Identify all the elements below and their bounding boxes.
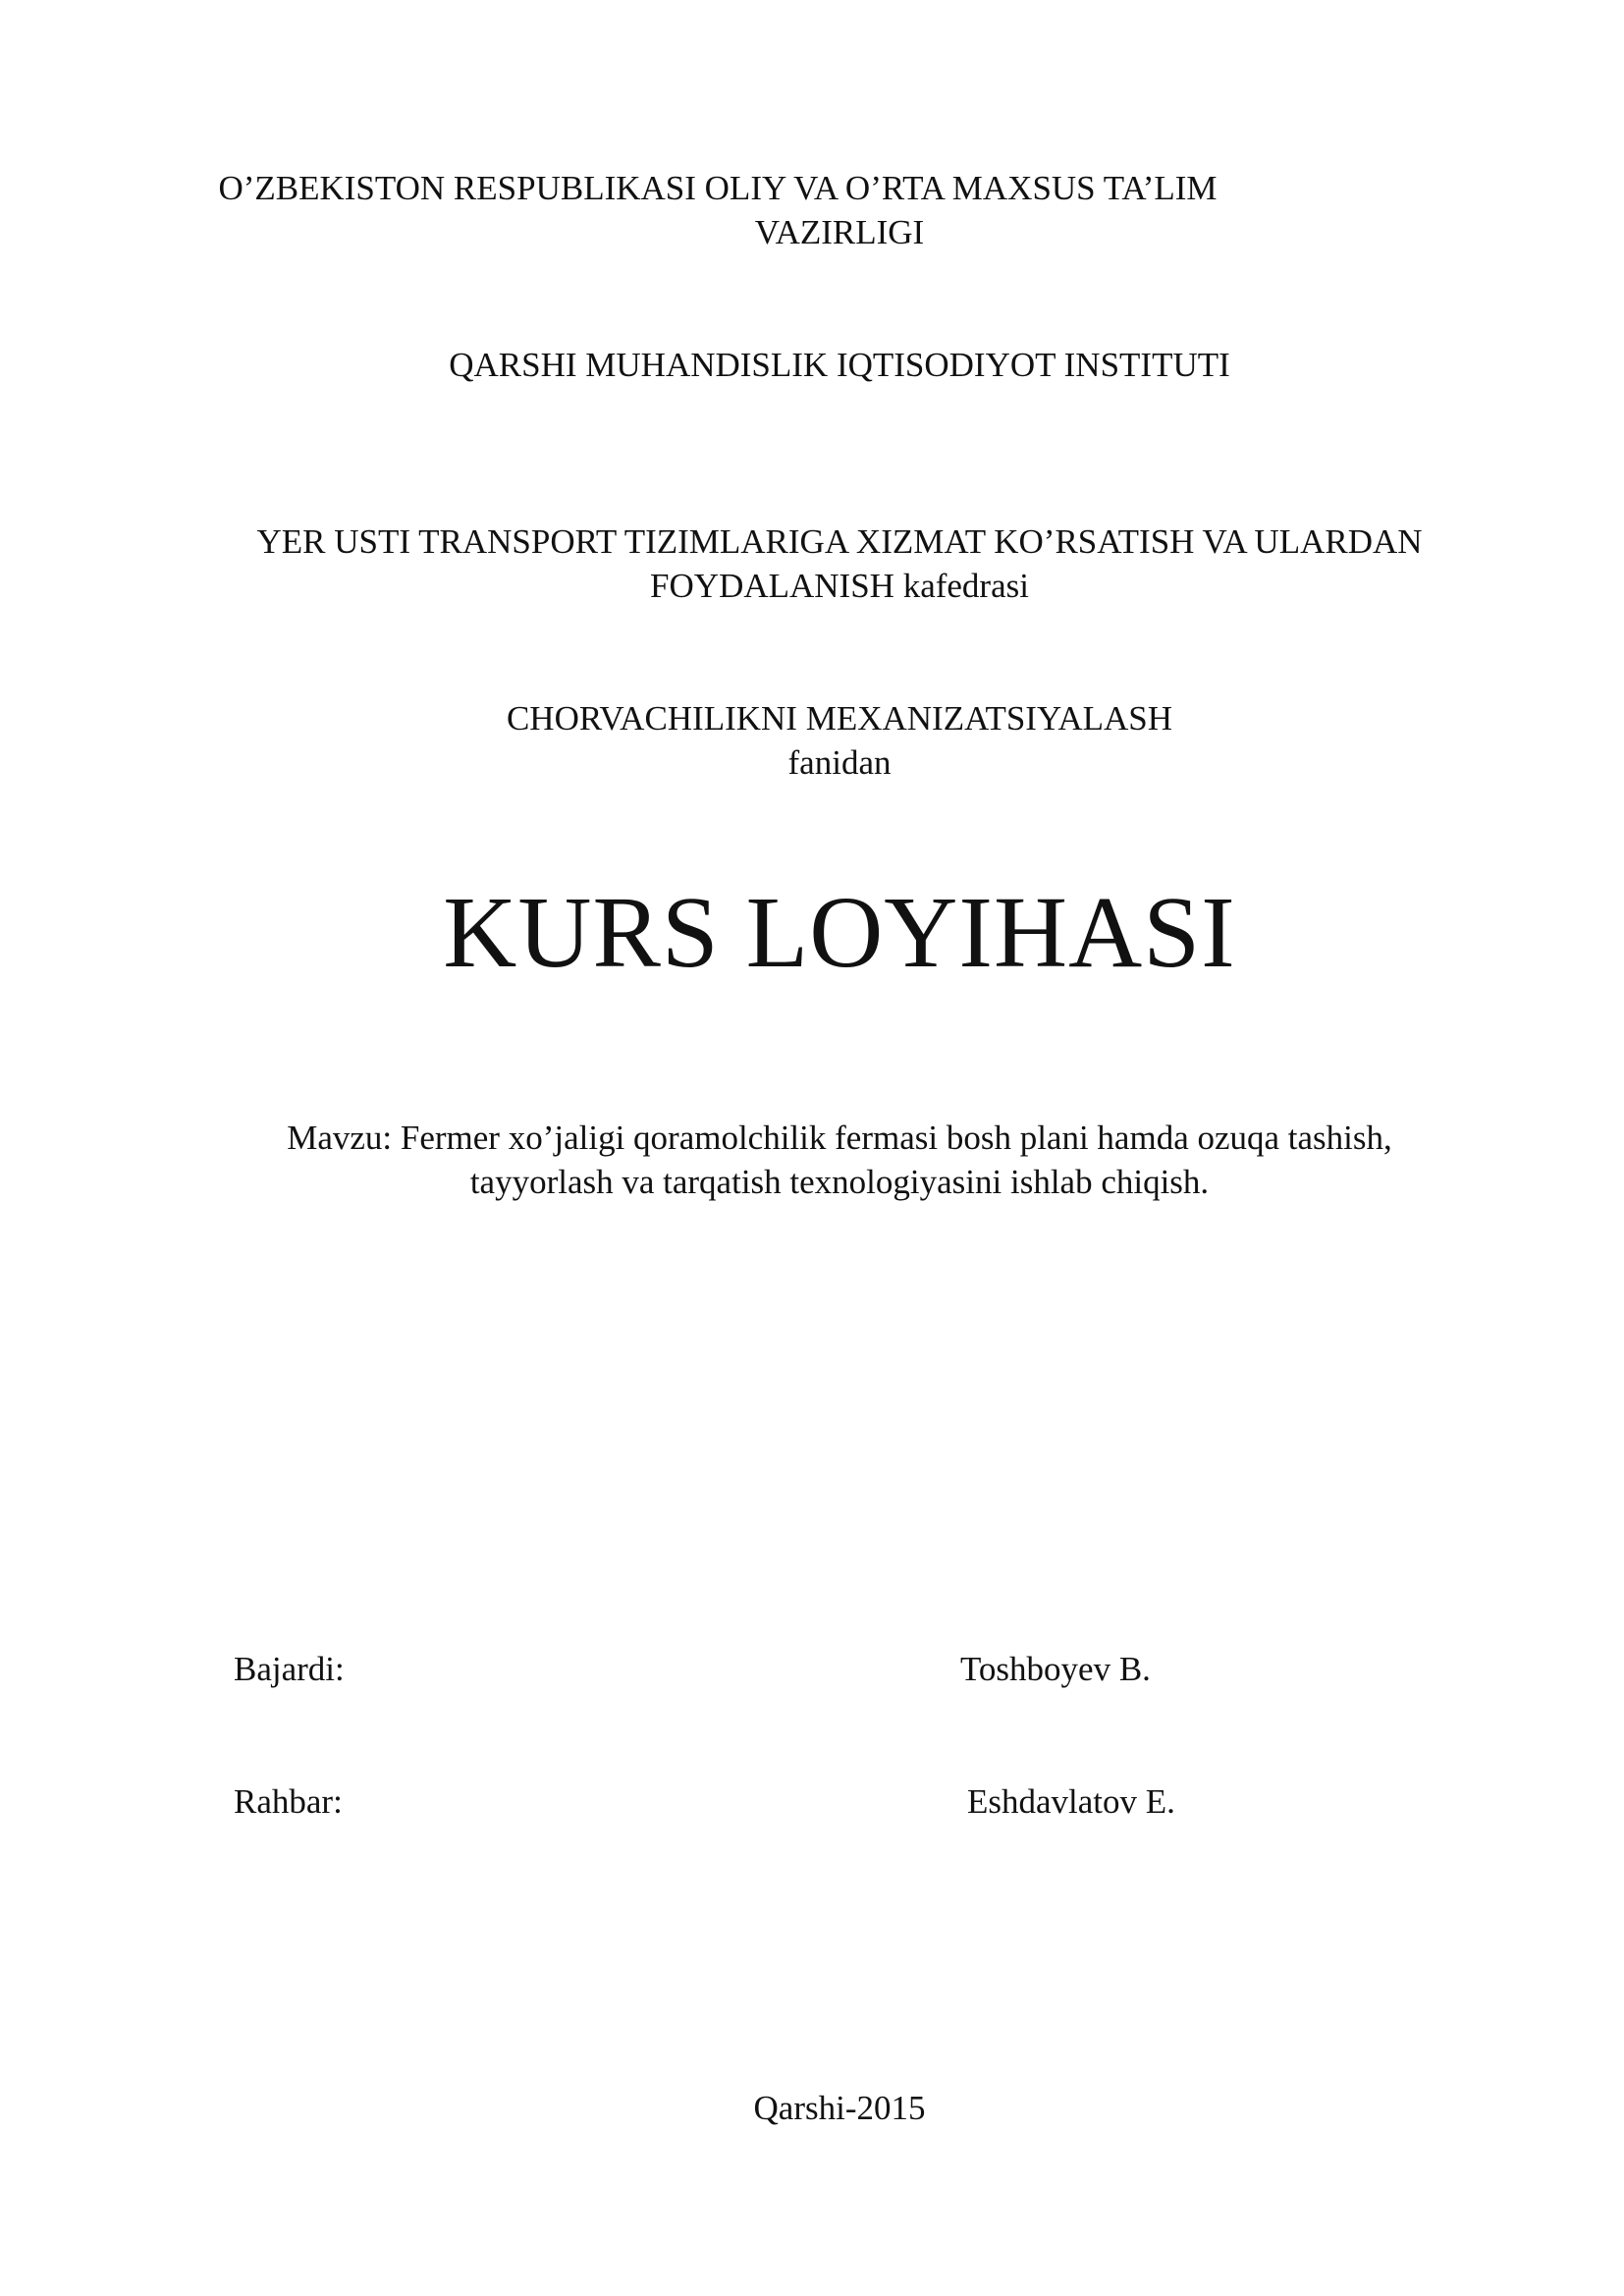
subject-name: CHORVACHILIKNI MEXANIZATSIYALASH bbox=[506, 699, 1173, 738]
subject-suffix: fanidan bbox=[787, 743, 892, 782]
document-title: KURS LOYIHASI bbox=[443, 876, 1236, 989]
performed-by-name: Toshboyev B. bbox=[960, 1650, 1151, 1688]
city-year: Qarshi-2015 bbox=[753, 2089, 926, 2127]
ministry-line-2: VAZIRLIGI bbox=[754, 213, 925, 251]
ministry-line-1: O’ZBEKISTON RESPUBLIKASI OLIY VA O’RTA MAXSUS TA’LIM bbox=[218, 169, 1218, 207]
topic-line-1: Mavzu: Fermer xo’jaligi qoramolchilik fermasi bosh plani hamda ozuqa tashish, bbox=[287, 1119, 1392, 1157]
supervisor-label: Rahbar: bbox=[234, 1782, 343, 1821]
institute-name: QARSHI MUHANDISLIK IQTISODIYOT INSTITUTI bbox=[449, 346, 1230, 384]
department-line-2: FOYDALANISH kafedrasi bbox=[650, 567, 1029, 605]
performed-by-label: Bajardi: bbox=[234, 1650, 345, 1688]
supervisor-name: Eshdavlatov E. bbox=[967, 1782, 1175, 1821]
topic-line-2: tayyorlash va tarqatish texnologiyasini ishlab chiqish. bbox=[469, 1163, 1210, 1201]
department-line-1: YER USTI TRANSPORT TIZIMLARIGA XIZMAT KO’RSATISH VA ULARDAN bbox=[256, 522, 1423, 561]
